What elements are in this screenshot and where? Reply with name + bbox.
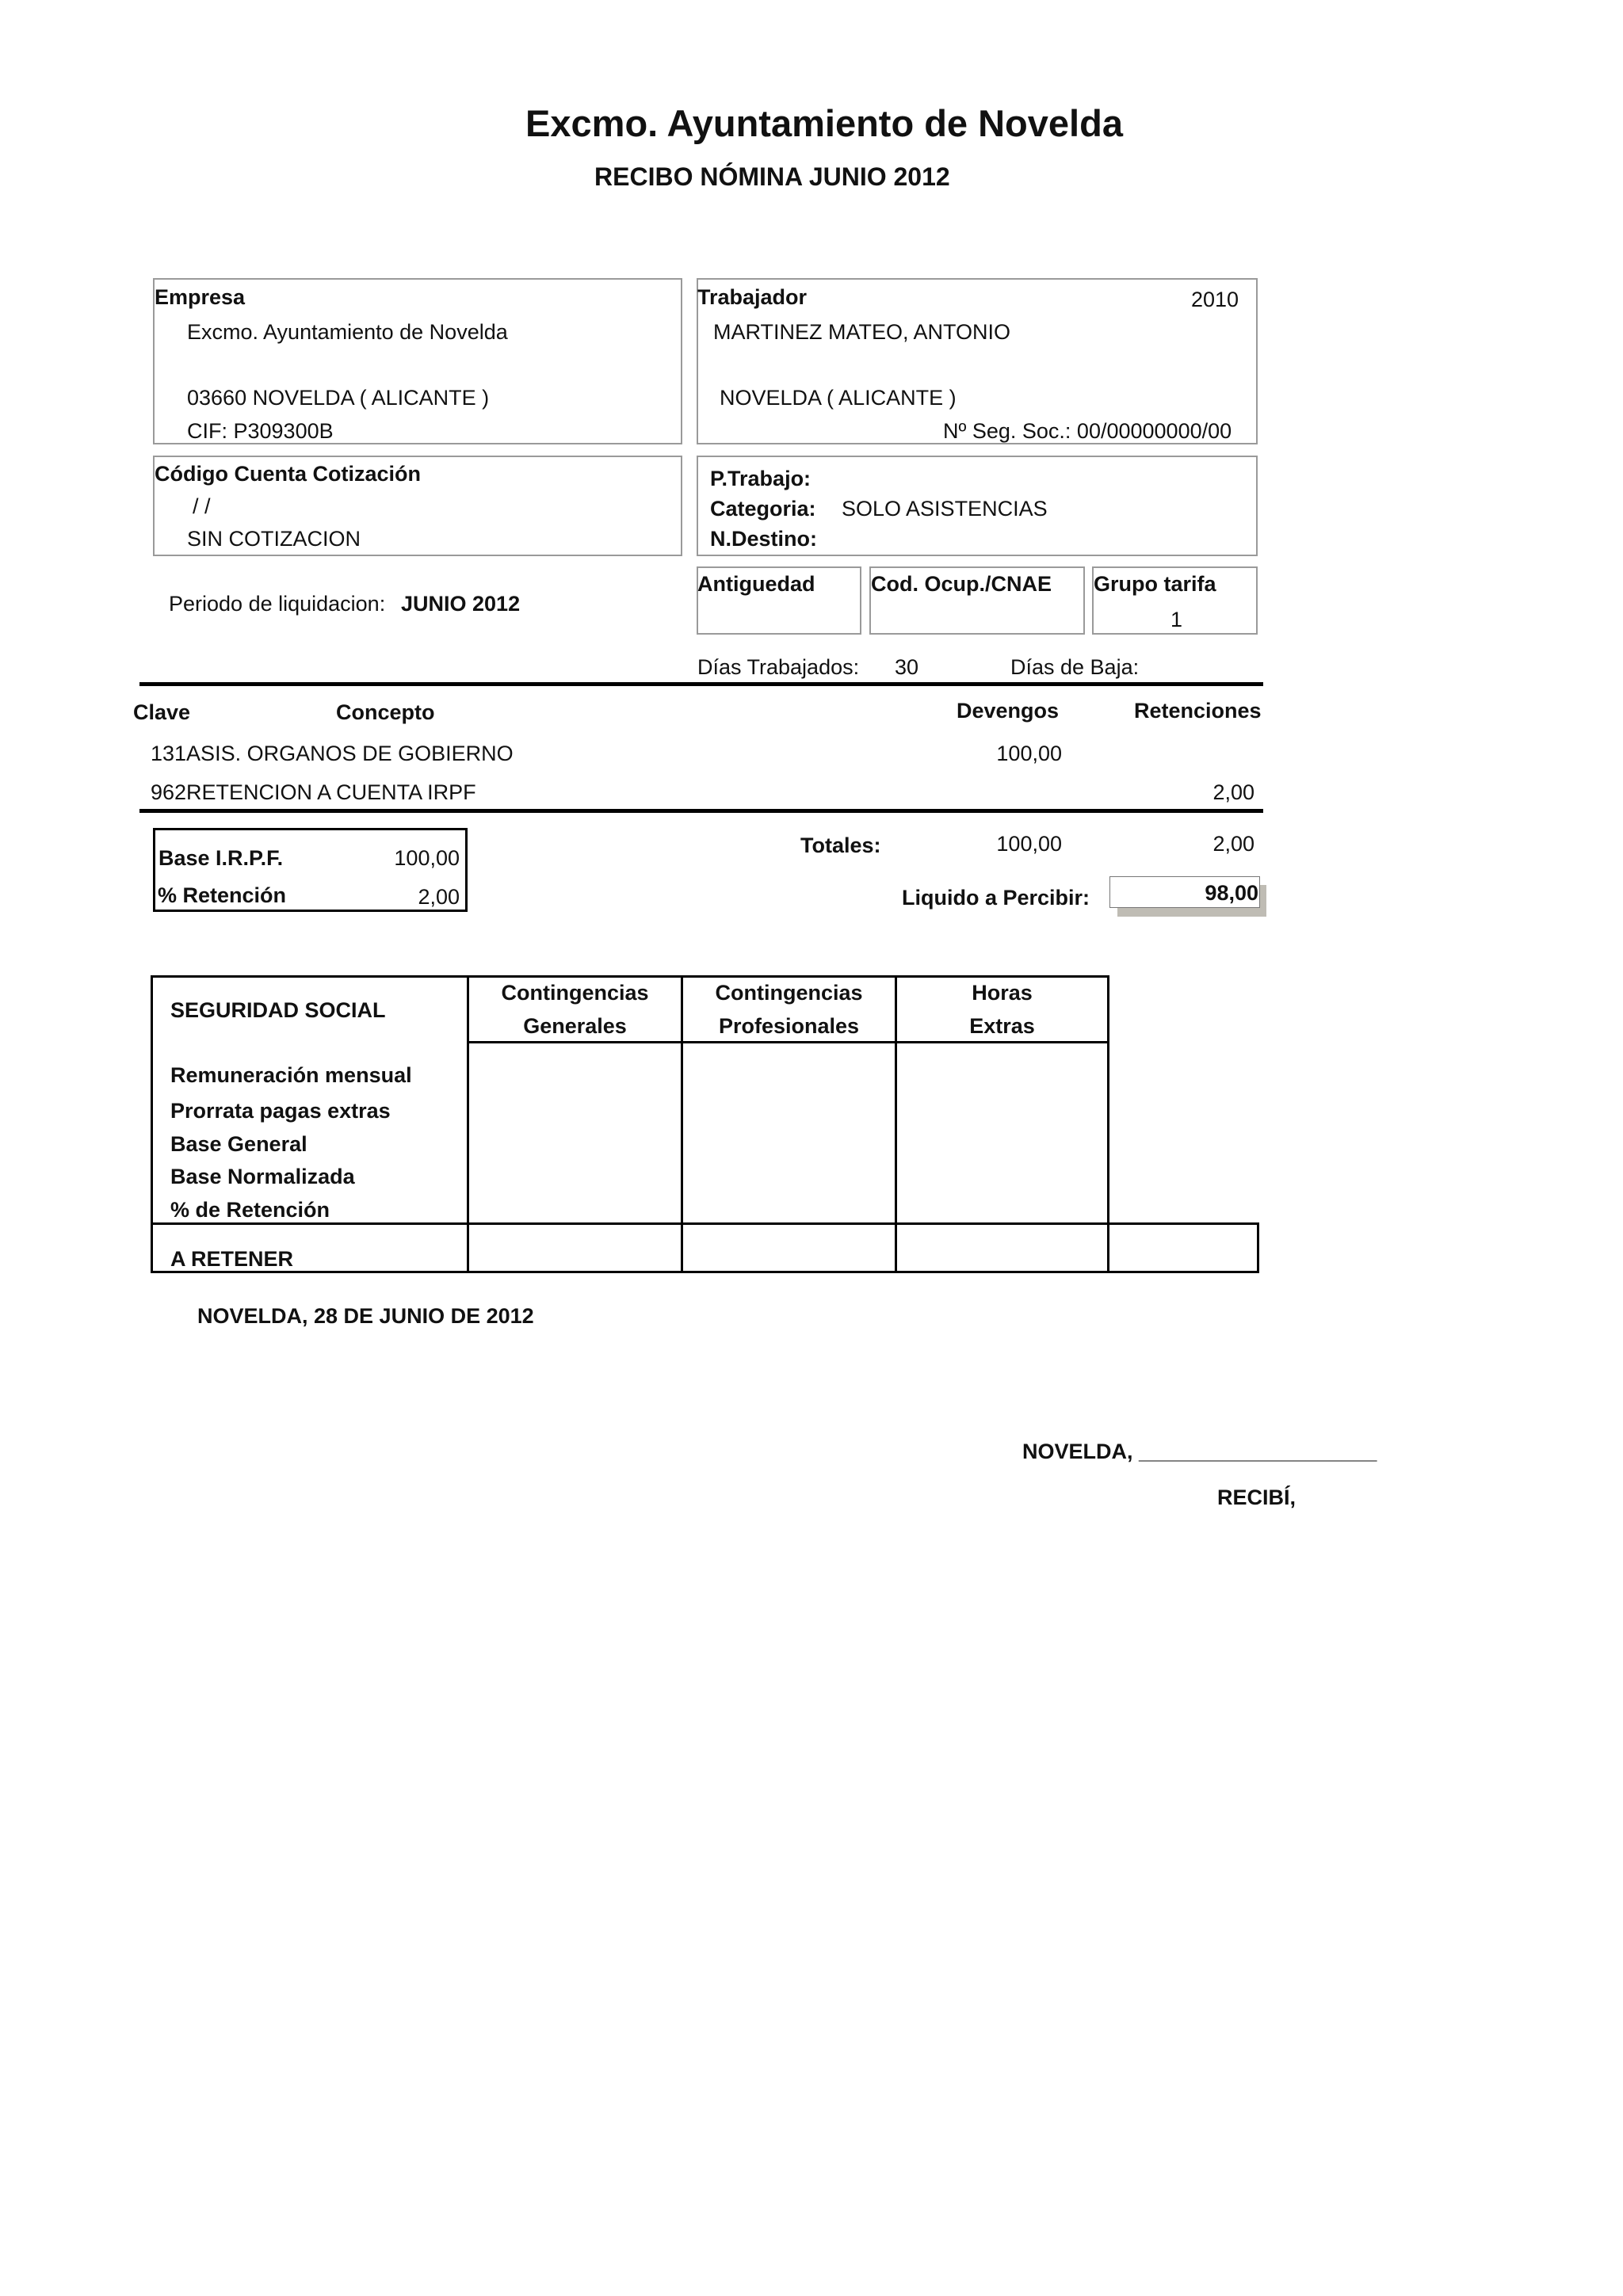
liquido-label: Liquido a Percibir: (902, 886, 1090, 910)
ss-col4-border (1107, 975, 1109, 1273)
periodo-label: Periodo de liquidacion: (169, 592, 386, 616)
empresa-address: 03660 NOVELDA ( ALICANTE ) (187, 386, 490, 410)
col-retenciones-header: Retenciones (1134, 699, 1262, 723)
ss-row-label: Base Normalizada (170, 1165, 355, 1188)
ccc-label: Código Cuenta Cotización (155, 462, 421, 486)
dias-trabajados-label: Días Trabajados: (697, 655, 860, 679)
fecha-emision: NOVELDA, 28 DE JUNIO DE 2012 (197, 1304, 534, 1328)
irpf-ret-label: % Retención (158, 883, 287, 907)
trabajador-name: MARTINEZ MATEO, ANTONIO (713, 320, 1011, 344)
col-clave-header: Clave (133, 700, 191, 724)
categoria-label: Categoria: (710, 497, 816, 521)
ss-bottom-border (151, 1271, 1259, 1273)
totales-retenciones: 2,00 (1212, 832, 1254, 856)
ss-col1-header: Contingencias (501, 981, 649, 1005)
cod-ocup-label: Cod. Ocup./CNAE (871, 572, 1052, 596)
ss-top-border (151, 975, 1109, 978)
ss-header-border (467, 1041, 1109, 1043)
periodo-value: JUNIO 2012 (401, 592, 521, 616)
ss-row-label: Prorrata pagas extras (170, 1099, 391, 1123)
irpf-ret-value: 2,00 (418, 885, 460, 909)
lugar-firma: NOVELDA, ____________________ (1022, 1440, 1377, 1463)
concepto-row-text: 962RETENCION A CUENTA IRPF (151, 780, 476, 804)
ss-col3-header: Horas (972, 981, 1033, 1005)
seg-soc-number: Nº Seg. Soc.: 00/00000000/00 (943, 419, 1232, 443)
empresa-label: Empresa (155, 285, 246, 309)
ss-col2-header: Profesionales (718, 1014, 860, 1038)
grupo-tarifa-label: Grupo tarifa (1094, 572, 1216, 596)
col-concepto-header: Concepto (336, 700, 435, 724)
ss-aretener-top (151, 1222, 1259, 1225)
dias-baja-label: Días de Baja: (1010, 655, 1140, 679)
conceptos-top-rule (139, 682, 1263, 686)
ss-col1-header: Generales (523, 1014, 627, 1038)
totales-devengos: 100,00 (996, 832, 1062, 856)
trabajador-label: Trabajador (697, 285, 808, 309)
dias-trabajados-value: 30 (895, 655, 919, 679)
ss-a-retener-label: A RETENER (170, 1247, 294, 1271)
empresa-name: Excmo. Ayuntamiento de Novelda (187, 320, 508, 344)
ss-title: SEGURIDAD SOCIAL (170, 998, 386, 1022)
antiguedad-label: Antiguedad (697, 572, 815, 596)
irpf-base-value: 100,00 (394, 846, 460, 870)
ss-left-border (151, 975, 153, 1273)
ss-row-label: Base General (170, 1132, 307, 1156)
ss-row-label: Remuneración mensual (170, 1063, 412, 1087)
liquido-value: 98,00 (1205, 881, 1258, 905)
irpf-base-label: Base I.R.P.F. (158, 846, 284, 870)
conceptos-bottom-rule (139, 809, 1263, 813)
page-title: Excmo. Ayuntamiento de Novelda (525, 102, 1123, 144)
totales-label: Totales: (800, 833, 881, 857)
empresa-cif: CIF: P309300B (187, 419, 334, 443)
concepto-row-text: 131ASIS. ORGANOS DE GOBIERNO (151, 742, 514, 765)
ndestino-label: N.Destino: (710, 527, 817, 551)
concepto-row-devengo: 100,00 (996, 742, 1062, 765)
ss-col3-header: Extras (969, 1014, 1035, 1038)
grupo-tarifa-value: 1 (1170, 608, 1183, 631)
col-devengos-header: Devengos (957, 699, 1060, 723)
page-subtitle: RECIBO NÓMINA JUNIO 2012 (594, 162, 950, 191)
ccc-status: SIN COTIZACION (187, 527, 361, 551)
ss-right-border (1257, 1222, 1259, 1273)
ss-row-label: % de Retención (170, 1198, 330, 1222)
trabajador-code: 2010 (1191, 288, 1239, 311)
recibi-label: RECIBÍ, (1217, 1486, 1296, 1509)
ptrabajo-label: P.Trabajo: (710, 467, 812, 490)
ccc-value: / / (193, 494, 211, 518)
ss-col2-header: Contingencias (715, 981, 863, 1005)
concepto-row-retencion: 2,00 (1212, 780, 1254, 804)
categoria-value: SOLO ASISTENCIAS (842, 497, 1048, 521)
trabajador-address: NOVELDA ( ALICANTE ) (720, 386, 957, 410)
